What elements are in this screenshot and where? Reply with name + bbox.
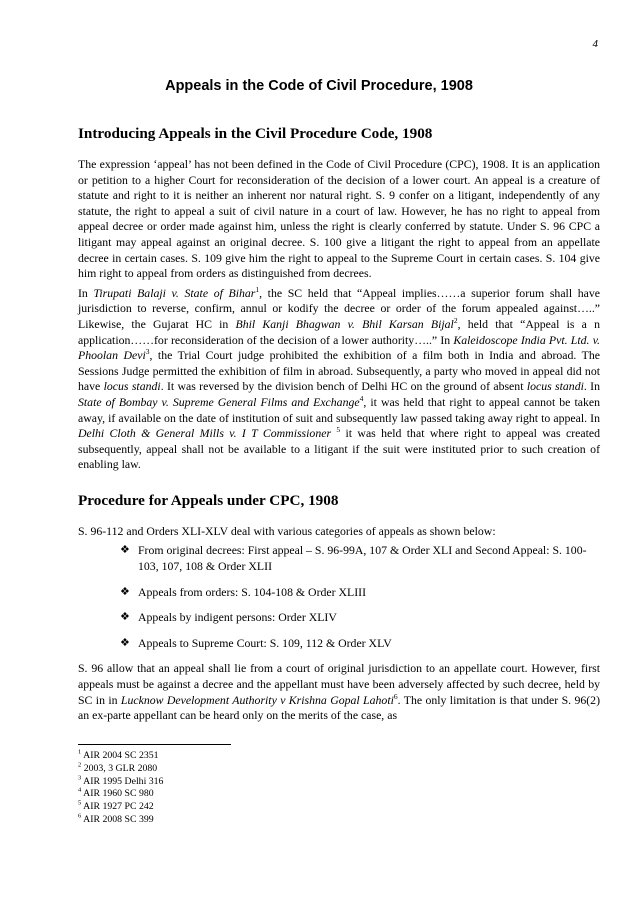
- case-name: Bhil Kanji Bhagwan v. Bhil Karsan Bijal: [235, 316, 454, 331]
- paragraph-section-96: [78, 661, 600, 723]
- footnote: [78, 814, 378, 827]
- text-run: , the Trial Court judge prohibited the exhibition of a film both in India and abroad. The Sessions Judge permitted the exhibition of film in abroad. Subsequently, a party who moved in appeal did not have: [78, 348, 600, 394]
- footnote-ref[interactable]: 6: [393, 691, 398, 701]
- paragraph-procedure-intro: S. 96-112 and Orders XLI-XLV deal with various categories of appeals as shown below:: [78, 523, 496, 538]
- paragraph-appeal-definition: The expression ‘appeal’ has not been defined in the Code of Civil Procedure (CPC), 1908. It is an application or petition to a higher Court for reconsideration of the decision of a lower court. An appeal is a creature of statute and right to it is neither an inherent nor natural right. S. 9 confer on a litigant, independently of any statute, the right to appeal a suit of civil nature in a court of law. However, he has no right to appeal from appeal decree or order made against him, unless the right is clearly conferred by statute. Under S. 96 CPC a litigant may appeal against an original decree. S. 100 give a litigant the right to appeal from an appellate decree in certain cases. S. 109 give him the right to appeal to the Supreme Court in certain cases. S. 104 give him right to appeal from orders as distinguished from decrees.: [78, 157, 600, 281]
- page-number: 4: [592, 38, 598, 50]
- text-run: , held that “Appeal is a n application……for reconsideration of the decision of a lower authority…..” In: [78, 316, 600, 347]
- list-item-text: Appeals from orders: S. 104-108 & Order XLIII: [138, 584, 367, 599]
- text-run: , it was held that right to appeal cannot be taken away, if available on the date of institution of suit and subsequently law passed taking away right to appeal. In: [78, 394, 600, 425]
- footnote-ref[interactable]: 5: [336, 425, 341, 435]
- appeal-categories-list: [78, 543, 600, 651]
- case-name: Lucknow Development Authority v Krishna Gopal Lahoti: [120, 692, 394, 707]
- footnote: [78, 750, 378, 763]
- footnote-ref[interactable]: 4: [359, 393, 364, 403]
- footnote: [78, 788, 378, 801]
- footnote-text: AIR 1995 Delhi 316: [81, 775, 164, 787]
- footnote: [78, 763, 378, 776]
- footnote-ref[interactable]: 2: [453, 316, 458, 326]
- footnote-number: 1: [78, 748, 82, 756]
- footnote-text: AIR 2008 SC 399: [81, 813, 154, 825]
- document-body: [78, 124, 600, 728]
- legal-term: locus standi: [103, 379, 161, 394]
- footnote-ref[interactable]: 3: [145, 347, 150, 357]
- list-item: [120, 636, 600, 652]
- footnote-text: AIR 1927 PC 242: [81, 801, 154, 813]
- text-run: . The only limitation is that under S. 96(2) an ex-parte appellant can be heard only on the merits of the case, as: [78, 692, 600, 723]
- text-run: . It was reversed by the division bench of Delhi HC on the ground of absent: [160, 379, 527, 394]
- footnote-number: 6: [78, 812, 82, 820]
- text-run: it was held that where right to appeal was created subsequently, appeal shall not be available to a litigant if the suit were instituted prior to such creation of enabling law.: [78, 426, 601, 472]
- diamond-bullet-icon: ❖: [120, 611, 130, 624]
- legal-term: locus standi: [526, 379, 584, 394]
- footnote: [78, 801, 378, 814]
- case-name: Delhi Cloth & General Mills v. I T Commissioner: [78, 426, 332, 441]
- footnote-number: 5: [78, 799, 82, 807]
- list-item-text: Appeals by indigent persons: Order XLIV: [138, 610, 337, 625]
- list-item: [120, 543, 600, 574]
- diamond-bullet-icon: ❖: [120, 544, 130, 557]
- footnote-text: AIR 1960 SC 980: [81, 788, 154, 800]
- list-item: [120, 610, 600, 626]
- footnote-text: AIR 2004 SC 2351: [81, 750, 159, 761]
- footnotes: [78, 750, 378, 827]
- diamond-bullet-icon: ❖: [120, 636, 130, 649]
- section-heading-procedure: Procedure for Appeals under CPC, 1908: [78, 491, 339, 509]
- footnote-number: 4: [78, 787, 82, 795]
- list-item-text: Appeals to Supreme Court: S. 109, 112 & Order XLV: [138, 635, 392, 650]
- text-run: , the SC held that “Appeal implies……a superior forum shall have jurisdiction to reverse, confirm, annul or kodify the decree or order of the forum appealed against…..” Likewise, the Gujarat HC in: [78, 285, 600, 331]
- text-run: S. 96 allow that an appeal shall lie from a court of original jurisdiction to an appellate court. However, first appeals must be against a decree and the appellant must have been adversely affected by such decree, held by SC in in: [78, 661, 600, 707]
- case-name: Tirupati Balaji v. State of Bihar: [93, 285, 256, 300]
- case-name: State of Bombay v. Supreme General Films and Exchange: [78, 394, 360, 409]
- document-title: Appeals in the Code of Civil Procedure, 1908: [165, 78, 473, 94]
- footnote-number: 2: [78, 761, 82, 769]
- paragraph-case-law: [78, 286, 600, 473]
- footnote-separator: [78, 744, 231, 745]
- text-run: . In: [583, 379, 600, 394]
- diamond-bullet-icon: ❖: [120, 585, 130, 598]
- footnote: [78, 776, 378, 789]
- footnote-ref[interactable]: 1: [255, 284, 260, 294]
- footnote-number: 3: [78, 774, 82, 782]
- list-item-text: From original decrees: First appeal – S. 96-99A, 107 & Order XLI and Second Appeal: S. 100-103, 107, 108 & Order XLII: [138, 543, 587, 574]
- footnote-text: 2003, 3 GLR 2080: [81, 762, 158, 774]
- case-name: Kaleidoscope India Pvt. Ltd. v. Phoolan Devi: [78, 332, 601, 363]
- text-run: In: [78, 285, 94, 300]
- list-item: [120, 585, 600, 601]
- section-heading-introducing-appeals: Introducing Appeals in the Civil Procedure Code, 1908: [78, 125, 433, 142]
